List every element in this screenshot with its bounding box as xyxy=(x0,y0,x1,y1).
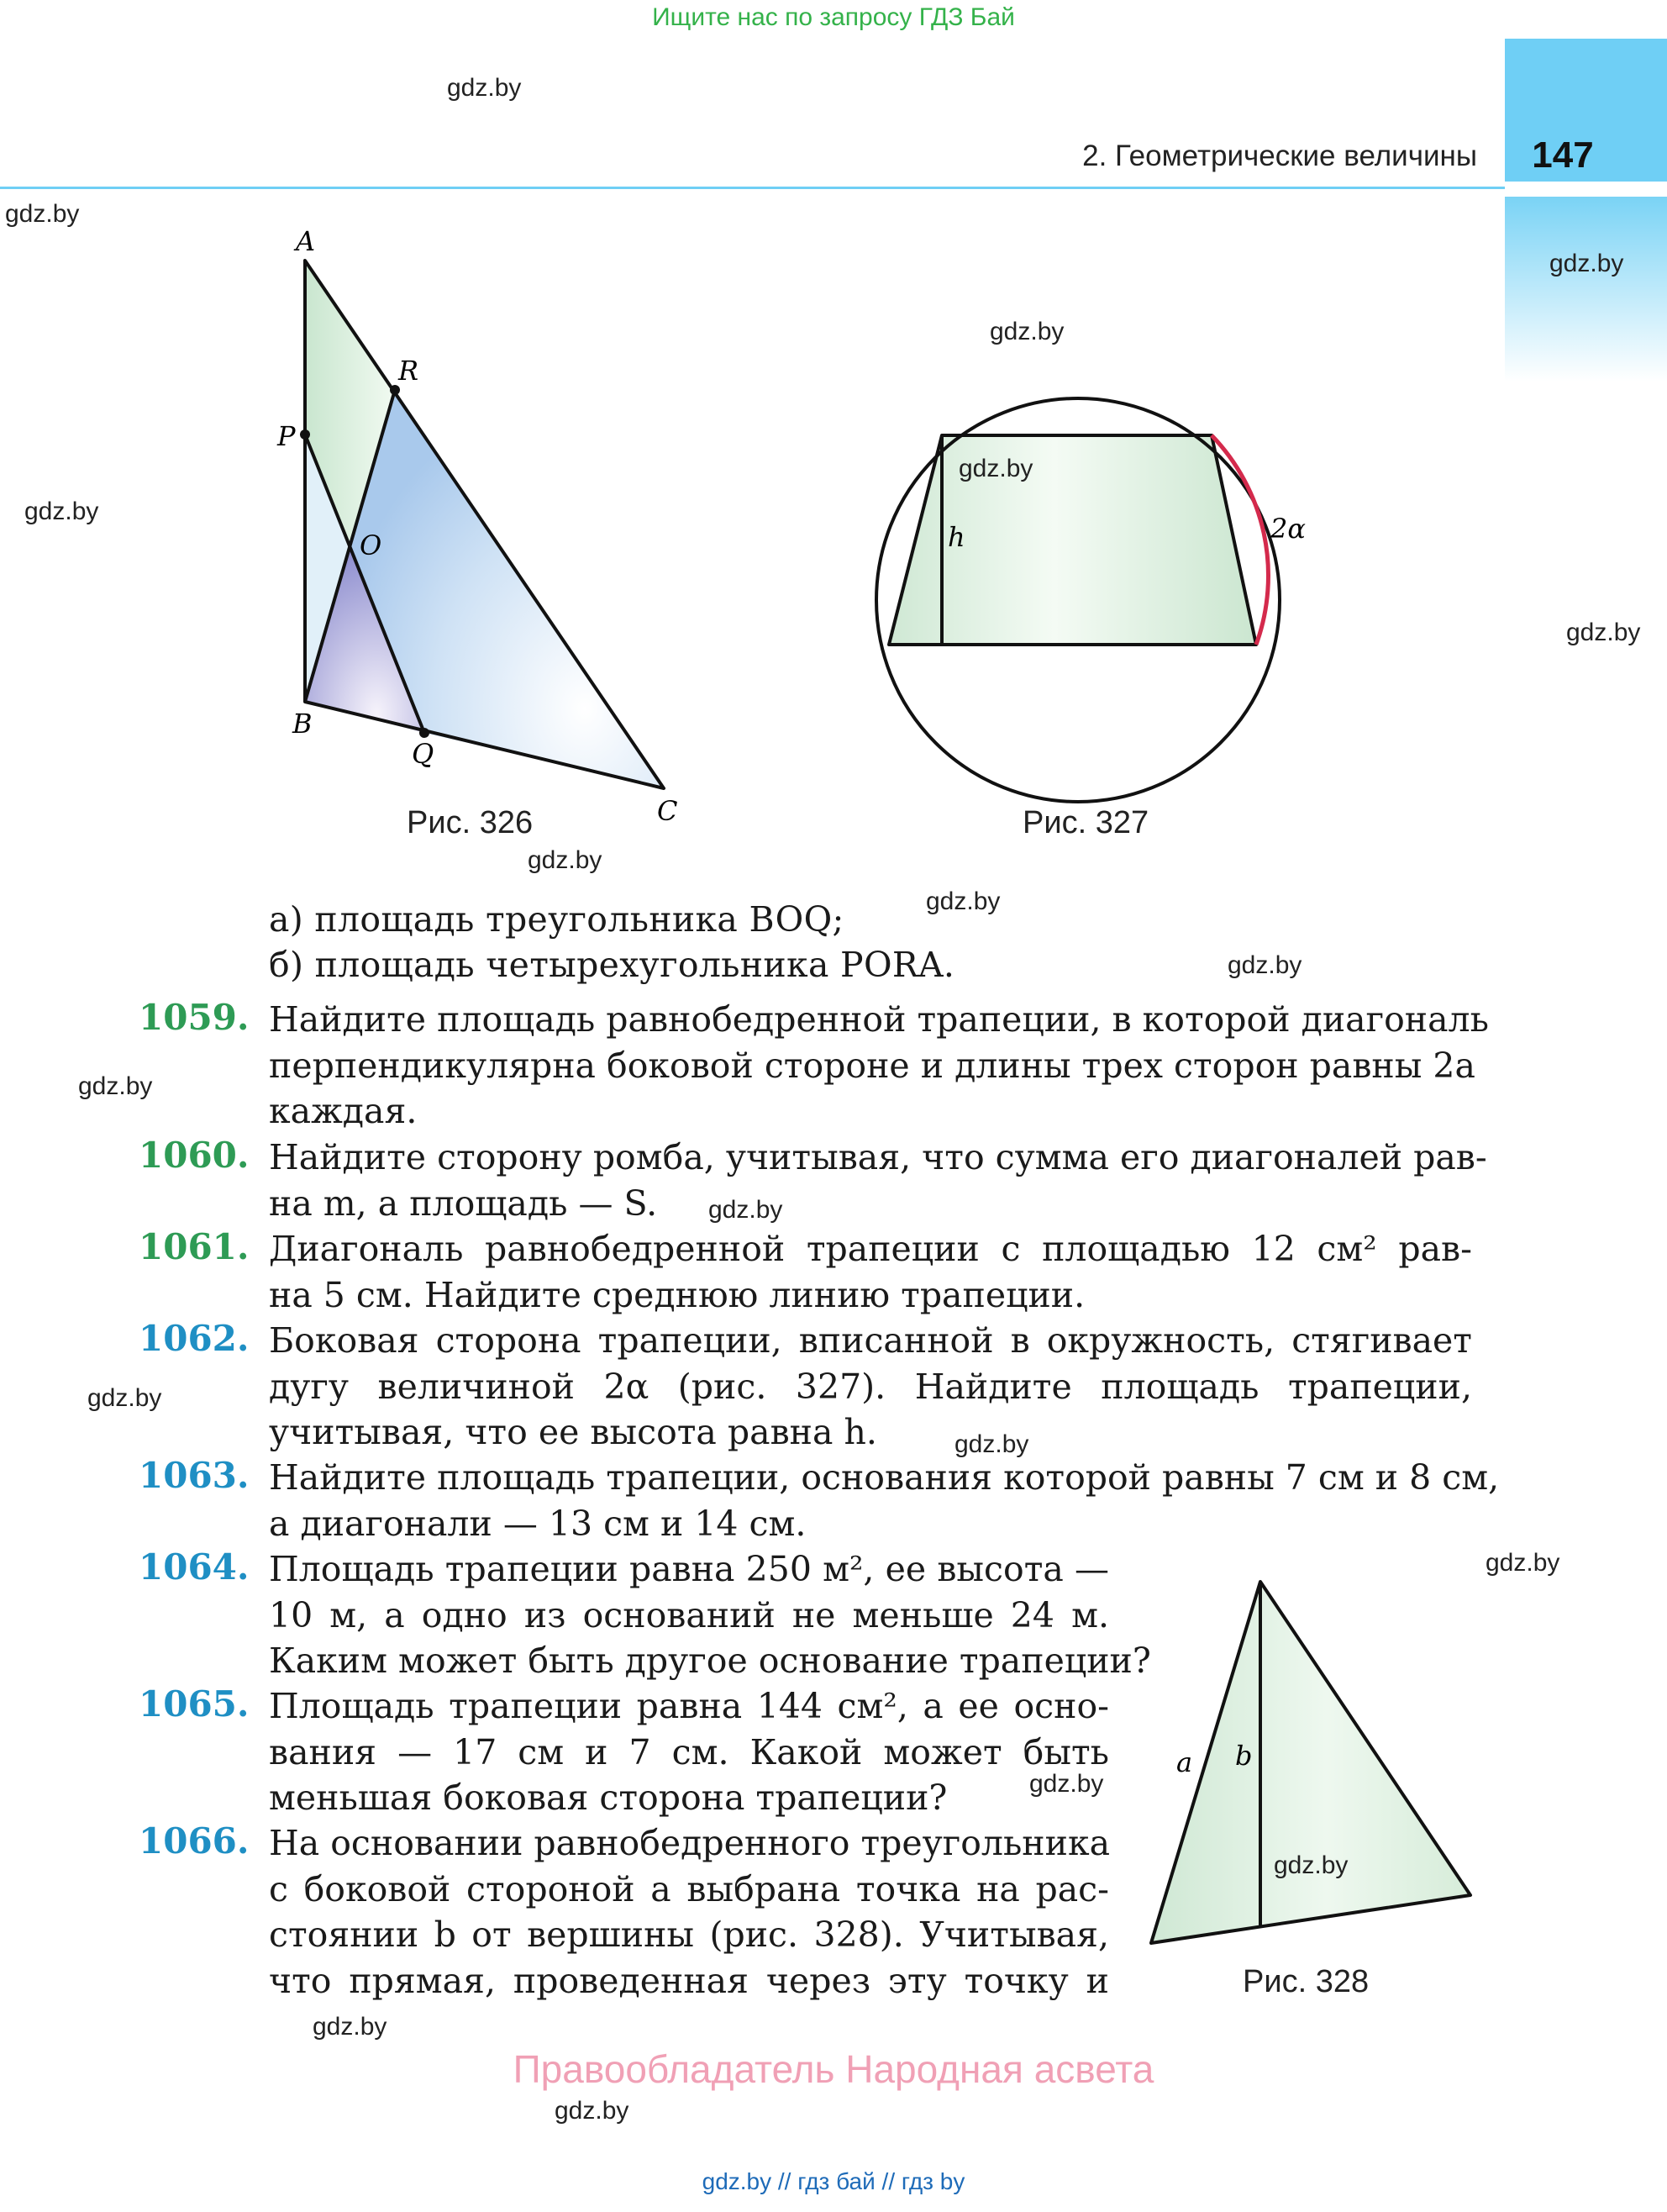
figure-327-caption: Рис. 327 xyxy=(1023,805,1149,840)
problem-1064-text: Площадь трапеции равна 250 м², ее высота — 10 м, а одно из оснований не меньше 24 м. Каким может быть другое основание трапеции? xyxy=(269,1549,1151,1681)
figure-326 xyxy=(252,219,723,840)
problem-1064-number: 1064. xyxy=(139,1546,250,1588)
label-h: h xyxy=(948,521,965,553)
problem-1062-text: Боковая сторона трапеции, вписанной в окружность, стягивает дугу величиной 2α (рис. 327). Найдите площадь трапеции, учитывая, что ее высота равна h. xyxy=(269,1320,1472,1452)
figure-327 xyxy=(865,227,1311,815)
problem-1063-number: 1063. xyxy=(139,1455,250,1496)
watermark: gdz.by xyxy=(78,1072,153,1100)
watermark: gdz.by xyxy=(313,2013,387,2041)
label-R: R xyxy=(398,355,419,387)
header-divider xyxy=(0,187,1505,189)
page-number: 147 xyxy=(1532,134,1594,176)
problem-1065-text: Площадь трапеции равна 144 см², а ее осно- вания — 17 см и 7 см. Какой может быть меньшая боковая сторона трапеции? xyxy=(269,1686,1109,1818)
watermark: gdz.by xyxy=(87,1384,162,1412)
watermark: gdz.by xyxy=(990,318,1065,345)
label-P: P xyxy=(277,420,296,452)
watermark: gdz.by xyxy=(1549,250,1624,277)
problem-1060-number: 1060. xyxy=(139,1135,250,1176)
watermark: gdz.by xyxy=(528,846,602,874)
item-b: б) площадь четырехугольника PORA. xyxy=(269,945,955,985)
label-Q: Q xyxy=(412,738,434,770)
problem-1062-number: 1062. xyxy=(139,1318,250,1359)
problem-1060-text: Найдите сторону ромба, учитывая, что сумма его диагоналей рав- на m, а площадь — S. xyxy=(269,1137,1487,1224)
watermark: gdz.by xyxy=(1566,619,1641,646)
problem-1059-text: Найдите площадь равнобедренной трапеции, в которой диагональ перпендикулярна боковой стороне и длины трех сторон равны 2a каждая. xyxy=(269,999,1489,1131)
label-O: O xyxy=(360,529,382,561)
watermark: gdz.by xyxy=(926,887,1001,915)
label-A: A xyxy=(296,225,316,257)
watermark: gdz.by xyxy=(959,455,1033,482)
label-C: C xyxy=(657,795,678,827)
watermark: gdz.by xyxy=(1274,1851,1349,1879)
page-tab-gradient xyxy=(1505,197,1667,382)
problem-1063-text: Найдите площадь трапеции, основания которой равны 7 см и 8 см, а диагонали — 13 см и 14 см. xyxy=(269,1457,1500,1544)
figure-328-caption: Рис. 328 xyxy=(1243,1964,1370,1999)
copyright-notice: Правообладатель Народная асвета xyxy=(513,2047,1154,2091)
figure-326-caption: Рис. 326 xyxy=(407,805,534,840)
watermark: gdz.by xyxy=(708,1196,783,1224)
problem-1065-number: 1065. xyxy=(139,1683,250,1725)
problem-1066-number: 1066. xyxy=(139,1820,250,1862)
problem-1066-text: На основании равнобедренного треугольника с боковой стороной a выбрана точка на рас- стоянии b от вершины (рис. 328). Учитывая, что прямая, проведенная через эту точку и xyxy=(269,1823,1111,2001)
label-B: B xyxy=(292,708,313,740)
watermark: gdz.by xyxy=(1228,951,1302,979)
watermark: gdz.by xyxy=(447,74,522,102)
watermark: gdz.by xyxy=(555,2097,629,2125)
watermark: gdz.by xyxy=(5,200,80,228)
watermark: gdz.by xyxy=(1486,1549,1560,1577)
watermark: gdz.by xyxy=(1029,1770,1104,1798)
section-title: 2. Геометрические величины xyxy=(1082,140,1477,172)
watermark: gdz.by xyxy=(24,498,99,525)
label-b: b xyxy=(1235,1740,1253,1772)
watermark: gdz.by xyxy=(954,1430,1029,1458)
footer-links[interactable]: gdz.by // гдз бай // гдз by xyxy=(702,2168,965,2194)
problem-1059-number: 1059. xyxy=(139,997,250,1038)
label-a: a xyxy=(1176,1746,1193,1778)
label-2alpha: 2α xyxy=(1270,513,1306,545)
problem-1061-number: 1061. xyxy=(139,1226,250,1267)
item-a: а) площадь треугольника BOQ; xyxy=(269,899,844,940)
top-banner: Ищите нас по запросу ГДЗ Бай xyxy=(652,3,1015,31)
figure-328 xyxy=(1143,1563,1496,1967)
problem-1061-text: Диагональ равнобедренной трапеции с площадью 12 см² рав- на 5 см. Найдите среднюю линию трапеции. xyxy=(269,1229,1472,1315)
